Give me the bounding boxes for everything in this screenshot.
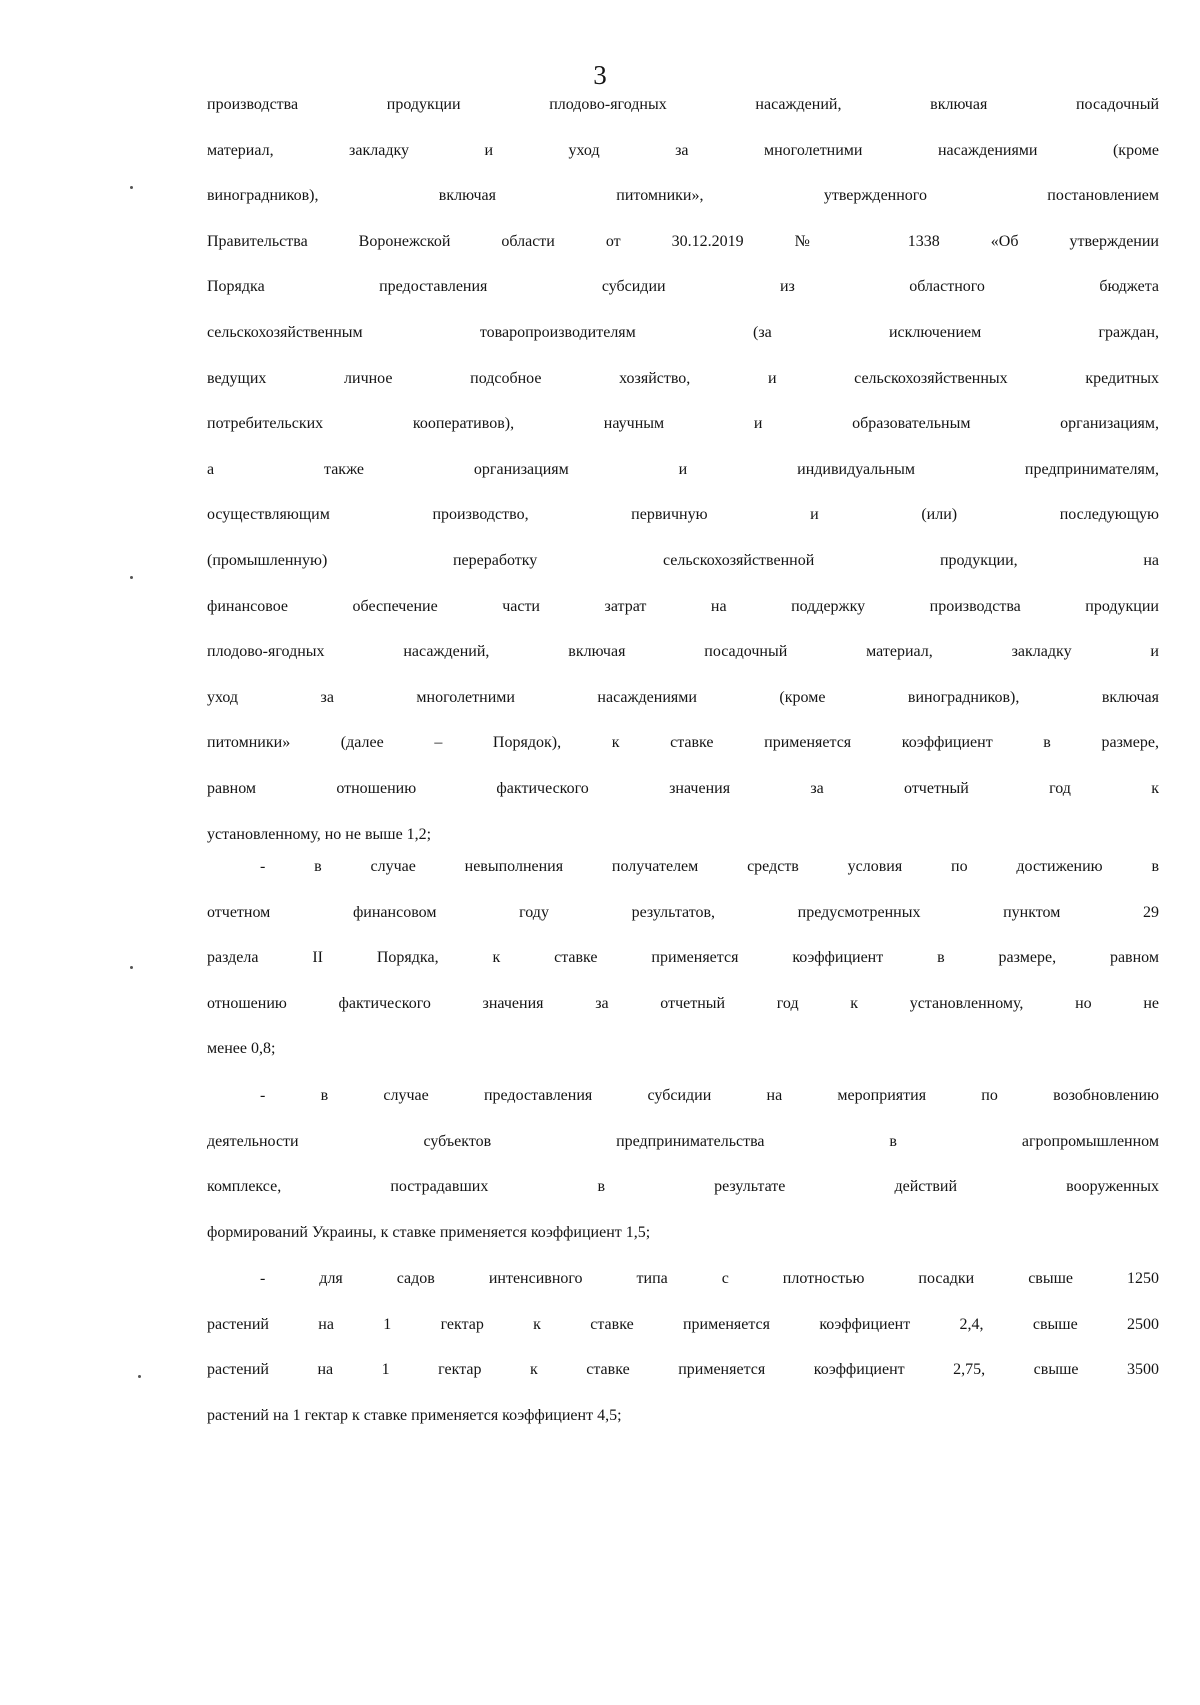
text-line: отчетном финансовом году результатов, предусмотренных пунктом 29 <box>207 903 1159 921</box>
text-line: раздела II Порядка, к ставке применяется коэффициент в размере, равном <box>207 949 1159 967</box>
text-line: Порядка предоставления субсидии из областного бюджета <box>207 278 1159 296</box>
text-line: финансовое обеспечение части затрат на поддержку производства продукции <box>207 597 1159 615</box>
text-line: производства продукции плодово-ягодных насаждений, включая посадочный <box>207 96 1159 113</box>
text-line: отношению фактического значения за отчетный год к установленному, но не <box>207 994 1159 1012</box>
text-line: виноградников), включая питомники», утвержденного постановлением <box>207 187 1159 205</box>
text-line: ведущих личное подсобное хозяйство, и сельскохозяйственных кредитных <box>207 369 1159 387</box>
text-line: комплексе, пострадавших в результате действий вооруженных <box>207 1178 1159 1196</box>
text-line: установленному, но не выше 1,2; <box>207 825 432 843</box>
text-line: деятельности субъектов предпринимательства в агропромышленном <box>207 1132 1159 1150</box>
text-line: менее 0,8; <box>207 1040 276 1058</box>
text-line: равном отношению фактического значения за отчетный год к <box>207 779 1159 797</box>
paragraph-coefficient-0-8 <box>207 858 1159 1086</box>
page-number: 3 <box>593 60 607 90</box>
text-line: - для садов интенсивного типа с плотностью посадки свыше 1250 <box>260 1270 1159 1287</box>
text-line: материал, закладку и уход за многолетними насаждениями (кроме <box>207 141 1159 159</box>
scan-speck <box>130 576 133 579</box>
paragraph-coefficient-1-5 <box>207 1087 1159 1269</box>
text-line: растений на 1 гектар к ставке применяется коэффициент 2,75, свыше 3500 <box>207 1361 1159 1379</box>
text-line: (промышленную) переработку сельскохозяйственной продукции, на <box>207 551 1159 569</box>
text-line: питомники» (далее – Порядок), к ставке применяется коэффициент в размере, <box>207 734 1159 752</box>
text-line: - в случае невыполнения получателем средств условия по достижению в <box>260 858 1159 875</box>
text-line: растений на 1 гектар к ставке применяется коэффициент 4,5; <box>207 1406 622 1424</box>
text-line: Правительства Воронежской области от 30.12.2019 № 1338 «Об утверждении <box>207 232 1159 250</box>
text-line: потребительских кооперативов), научным и образовательным организациям, <box>207 415 1159 433</box>
paragraph-continuation <box>207 96 1159 871</box>
text-line: - в случае предоставления субсидии на мероприятия по возобновлению <box>260 1087 1159 1104</box>
text-line: формирований Украины, к ставке применяется коэффициент 1,5; <box>207 1223 651 1241</box>
text-line: растений на 1 гектар к ставке применяется коэффициент 2,4, свыше 2500 <box>207 1315 1159 1333</box>
text-line: уход за многолетними насаждениями (кроме виноградников), включая <box>207 688 1159 706</box>
scan-speck <box>130 186 133 189</box>
scan-speck <box>138 1375 141 1378</box>
text-line: плодово-ягодных насаждений, включая посадочный материал, закладку и <box>207 643 1159 661</box>
text-line: сельскохозяйственным товаропроизводителям (за исключением граждан, <box>207 323 1159 341</box>
text-line: а также организациям и индивидуальным предпринимателям, <box>207 460 1159 478</box>
scan-speck <box>130 966 133 969</box>
paragraph-intensive-gardens <box>207 1270 1159 1452</box>
text-line: осуществляющим производство, первичную и (или) последующую <box>207 506 1159 524</box>
